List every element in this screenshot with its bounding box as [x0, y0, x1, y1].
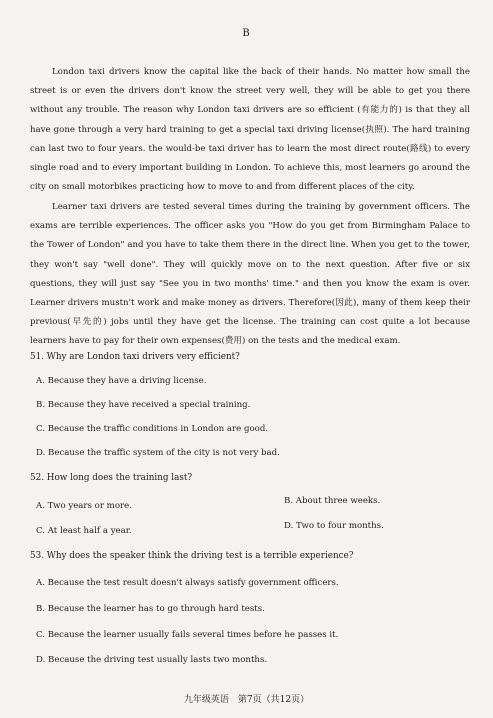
- question-51-option-a: A. Because they have a driving license.: [36, 376, 207, 386]
- question-51-option-d: D. Because the traffic system of the city is not very bad.: [36, 448, 280, 458]
- question-51-option-b: B. Because they have received a special training.: [36, 400, 251, 410]
- question-51-option-c: C. Because the traffic conditions in London are good.: [36, 424, 269, 434]
- question-53-option-a: A. Because the test result doesn't always satisfy government officers.: [36, 578, 339, 588]
- section-label: B: [242, 28, 251, 39]
- question-53-option-d: D. Because the driving test usually lasts two months.: [36, 655, 268, 665]
- question-52-option-a: A. Two years or more.: [36, 501, 132, 511]
- question-53-option-b: B. Because the learner has to go through hard tests.: [36, 604, 265, 614]
- page-footer: 九年级英语 第7页（共12页）: [183, 695, 310, 705]
- question-52: 52. How long does the training last?: [30, 473, 193, 483]
- passage-paragraph-2: Learner taxi drivers are tested several times during the training by government officers. The exams are terrible experiences. The officer asks you "How do you get from Birmingham Palace to the Tower of London" and you have to take them there in the direct line. When you get to the tower, they won't say "well done". They will quickly move on to the next question. After five or six questions, they will just say "See you in two months' time." and then you know the exam is over. Learner drivers mustn't work and make money as drivers. Therefore(因此), many of them keep their previous(早先的) jobs until they have get the license. The training can cost quite a lot because learners have to pay for their own expenses(费用) on the tests and the medical exam.: [30, 202, 470, 347]
- question-51: 51. Why are London taxi drivers very efficient?: [30, 352, 240, 362]
- passage-paragraph-1: London taxi drivers know the capital like the back of their hands. No matter how small the street is or even the drivers don't know the street very well, they will be able to get you there without any trouble. The reason why London taxi drivers are so efficient (有能力的) is that they all have gone through a very hard training to get a special taxi driving license(执照). The hard training can last two to four years. the would-be taxi driver has to learn the most direct route(路线) to every single road and to every important building in London. To achieve this, most learners go around the city on small motorbikes practicing how to move to and from different places of the city.: [30, 67, 470, 193]
- question-52-option-c: C. At least half a year.: [36, 526, 132, 536]
- question-52-option-d: D. Two to four months.: [284, 521, 384, 531]
- question-52-option-b: B. About three weeks.: [284, 496, 381, 506]
- question-53-option-c: C. Because the learner usually fails several times before he passes it.: [36, 630, 339, 640]
- question-53: 53. Why does the speaker think the driving test is a terrible experience?: [30, 551, 354, 561]
